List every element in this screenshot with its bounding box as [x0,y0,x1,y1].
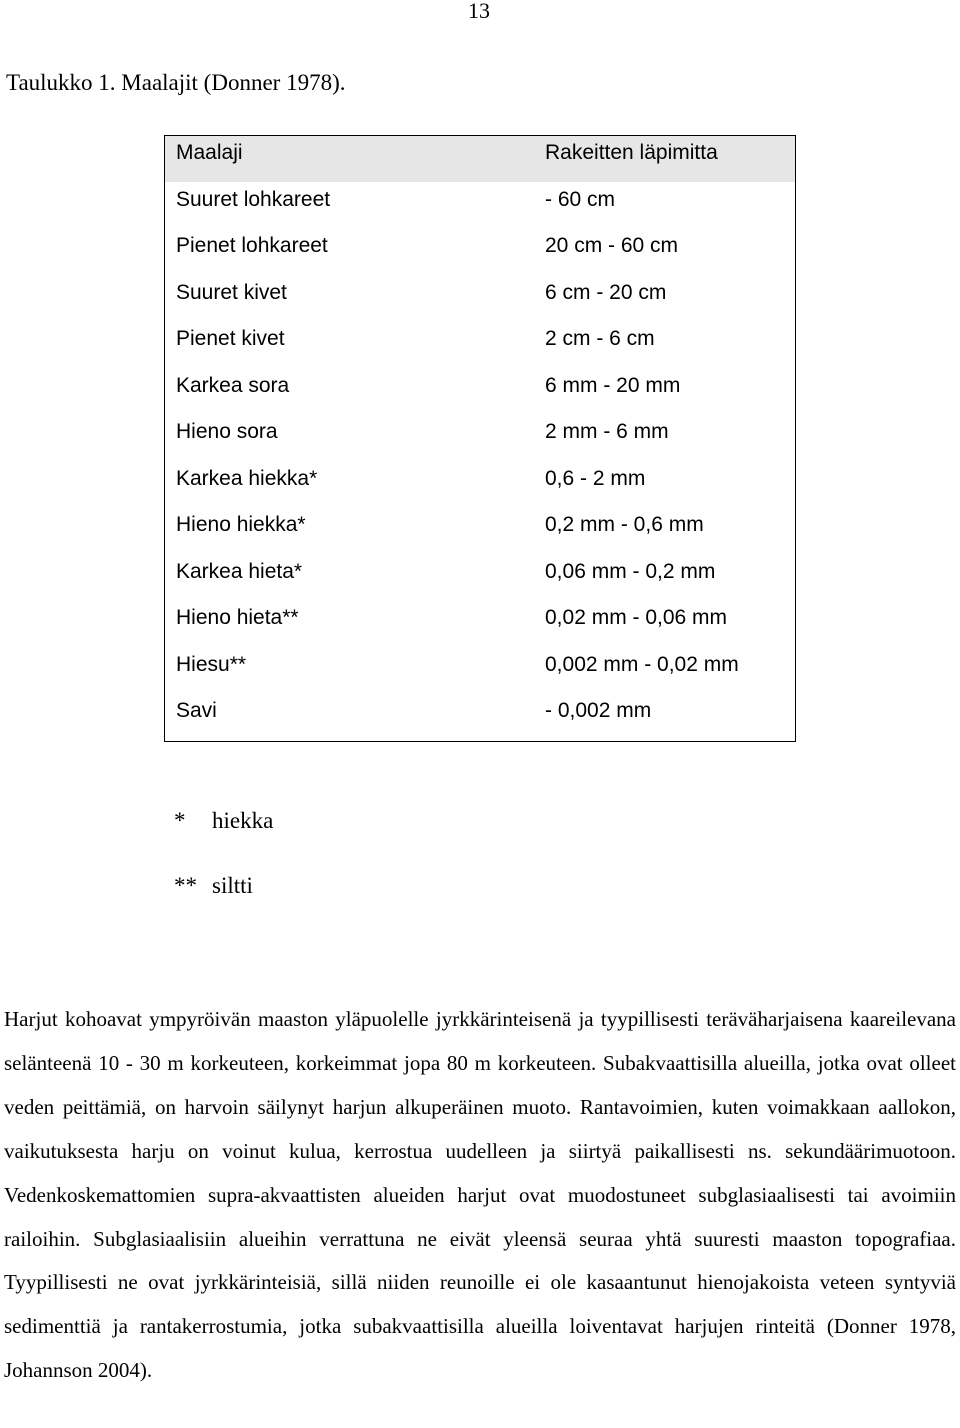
grain-size-cell: 0,02 mm - 0,06 mm [545,606,728,629]
table-row [165,648,795,694]
soil-type-cell: Karkea hiekka* [176,466,318,490]
soil-type-cell: Hieno hiekka* [176,513,306,536]
grain-size-cell: 2 cm - 6 cm [545,327,655,350]
table-row [165,276,795,322]
grain-size-cell: 0,002 mm - 0,02 mm [545,652,739,676]
grain-size-cell: 6 mm - 20 mm [545,373,681,397]
grain-size-cell: - 0,002 mm [545,699,652,722]
grain-size-cell: 0,6 - 2 mm [545,466,646,490]
table-row [165,183,795,229]
footnote-text: siltti [212,873,253,898]
table-row [165,229,795,275]
header-lapimitta: Rakeitten läpimitta [545,141,718,164]
footnote-hiekka [174,808,273,834]
grain-size-cell: 20 cm - 60 cm [545,234,679,257]
footnote-mark: * [174,808,186,833]
soil-type-cell: Hieno sora [176,420,278,443]
grain-size-cell: 2 mm - 6 mm [545,420,669,443]
page-number: 13 [468,0,490,23]
table-row [165,369,795,415]
soil-type-cell: Suuret kivet [176,280,287,304]
table-row [165,462,795,508]
table-caption: Taulukko 1. Maalajit (Donner 1978). [6,70,346,95]
soil-type-cell: Pienet lohkareet [176,234,328,257]
footnote-siltti [174,873,253,899]
soil-type-cell: Savi [176,699,217,722]
grain-size-cell: 6 cm - 20 cm [545,280,667,304]
table-row [165,415,795,461]
table-row [165,508,795,554]
table-row [165,322,795,368]
body-paragraph: Harjut kohoavat ympyröivän maaston yläpuolelle jyrkkärinteisenä ja tyypillisesti teräväharjaisena kaareilevana selänteenä 10 - 30 m korkeuteen, korkeimmat jopa 80 m korkeuteen. Subakvaattisilla alueilla, jotka ovat olleet veden peittämiä, on harvoin säilynyt harjun alkuperäinen muoto. Rantavoimien, kuten voimakkaan aallokon, vaikutuksesta harju on voinut kulua, kerrostua uudelleen ja siirtyä paikallisesti ns. sekundäärimuotoon. Vedenkoskemattomien supra-akvaattisten alueiden harjut ovat muodostuneet subglasiaalisesti tai avoimiin railoihin. Subglasiaalisiin alueihin verrattuna ne eivät yleensä seuraa yhtä suuresti maaston topografiaa. Tyypillisesti ne ovat jyrkkärinteisiä, sillä niiden reunoille ei ole kasaantunut hienojakoista veteen syntyviä sedimenttiä ja rantakerrostumia, jotka subakvaattisilla alueilla loiventavat harjujen rinteitä (Donner 1978, Johannson 2004). [4,1007,956,1383]
soil-table [164,135,796,742]
table-row [165,694,795,740]
soil-type-cell: Pienet kivet [176,327,285,350]
soil-type-cell: Karkea sora [176,373,290,397]
grain-size-cell: 0,2 mm - 0,6 mm [545,513,704,536]
grain-size-cell: - 60 cm [545,187,616,211]
soil-type-cell: Suuret lohkareet [176,187,331,211]
table-row [165,555,795,601]
grain-size-cell: 0,06 mm - 0,2 mm [545,559,716,583]
footnote-mark: ** [174,873,197,898]
header-maalaji: Maalaji [176,141,243,164]
soil-type-cell: Hiesu** [176,652,247,676]
table-row [165,601,795,647]
soil-type-cell: Karkea hieta* [176,559,303,583]
soil-type-cell: Hieno hieta** [176,606,299,629]
footnote-text: hiekka [212,808,274,833]
table-header-row [165,136,795,182]
